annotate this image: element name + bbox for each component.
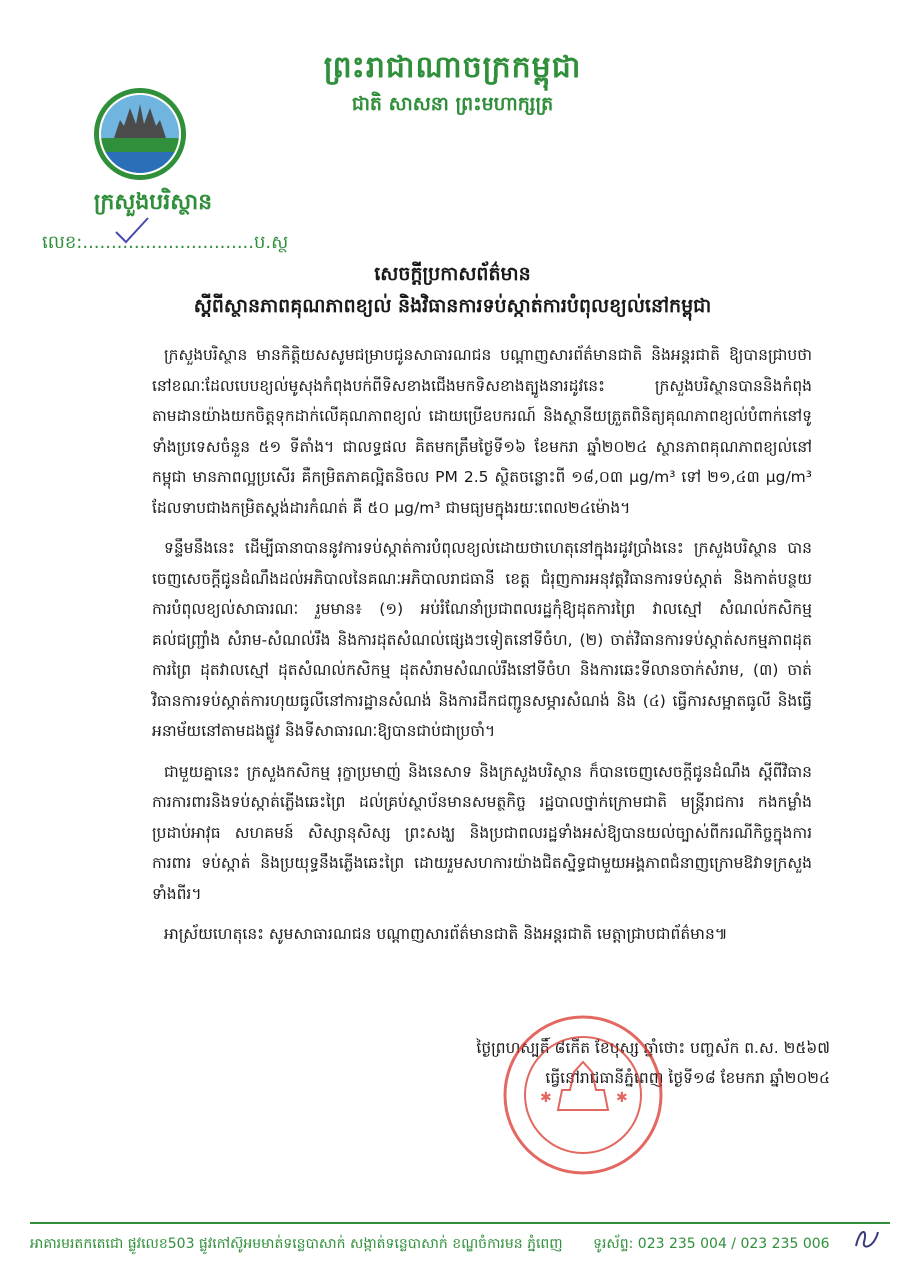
lunar-date: ថ្ងៃព្រហស្បតិ៍ ៨កើត ខែបុស្ស ឆ្នាំថោះ បញ្ចស័ក ព.ស. ២៥៦៧ — [476, 1039, 830, 1057]
footer-contact — [30, 1234, 890, 1255]
signature-mark — [850, 1222, 884, 1256]
reference-number: លេខ:..............................ប.ស្ថ — [42, 232, 289, 253]
solar-date: ធ្វើនៅរាជធានីភ្នំពេញ ថ្ងៃទី១៨ ខែមករា ឆ្នាំ២០២៤ — [545, 1069, 830, 1087]
checkmark-icon — [112, 214, 152, 246]
kingdom-heading: ព្រះរាជាណាចក្រកម្ពុជា — [323, 50, 582, 85]
official-seal-stamp — [500, 1012, 666, 1178]
ministry-logo — [92, 86, 188, 182]
footer-phone: ទូរស័ព្ទ: 023 235 004 / 023 235 006 — [593, 1236, 830, 1252]
footer-address: អាគារមរតកតេជោ ផ្លូវលេខ503 ផ្លូវកៅស៊ូអមមាត់ទន្លេបាសាក់ សង្កាត់ទន្លេបាសាក់ ខណ្ឌចំការមន ភ្នំពេញ — [30, 1236, 563, 1252]
document-body — [152, 340, 812, 960]
paragraph-closing: អាស្រ័យហេតុនេះ សូមសាធារណជន បណ្តាញសារព័ត៌មានជាតិ និងអន្តរជាតិ មេត្តាជ្រាបជាព័ត៌មាន៕ — [164, 925, 728, 943]
paragraph-measures: ទន្ទឹមនឹងនេះ ដើម្បីធានាបាននូវការទប់ស្កាត់ការបំពុលខ្យល់ដោយថាហេតុនៅក្នុងរដូវប្រាំងនេះ ក្រសួងបរិស្ថាន បានចេញសេចក្តីជូនដំណឹងដល់អភិបាលនៃគណៈអភិបាលរាជធានី ខេត្ត ជំរុញការអនុវត្តវិធានការទប់ស្កាត់ និងកាត់បន្ថយការបំពុលខ្យល់សាធារណៈ រួមមាន៖ (១) អប់រំណែនាំប្រជាពលរដ្ឋកុំឱ្យដុតការព្រៃ វាលស្មៅ សំណល់កសិកម្ម គល់ជញ្ជ្រាំង សំរាម-សំណល់រឹង និងការដុតសំណល់ផ្សេងៗទៀតនៅទីចំហ, (២) ចាត់វិធានការទប់ស្កាត់សកម្មភាពដុតការព្រៃ ដុតវាលស្មៅ ដុតសំណល់កសិកម្ម ដុតសំរាមសំណល់រឹងនៅទីចំហ និងការឆេះទីលានចាក់សំរាម, (៣) ចាត់វិធានការទប់ស្កាត់ការហុយធូលីនៅការដ្ឋានសំណង់ និងការដឹកជញ្ជូនសម្ភារសំណង់ និង (៤) ធ្វើការសម្អាតធូលី និងធ្វើអនាម័យនៅតាមដងផ្លូវ និងទីសាធារណៈឱ្យបានជាប់ជាប្រចាំ។ — [152, 539, 812, 740]
ministry-name: ក្រសួងបរិស្ថាន — [93, 190, 213, 215]
document-title: សេចក្តីប្រកាសព័ត៌មាន — [374, 263, 531, 285]
paragraph-forest-fire: ជាមួយគ្នានេះ ក្រសួងកសិកម្ម រុក្ខាប្រមាញ់ និងនេសាទ និងក្រសួងបរិស្ថាន ក៏បានចេញសេចក្តីជូនដំណឹង ស្តីពីវិធានការការពារនិងទប់ស្កាត់ភ្លើងឆេះព្រៃ ដល់គ្រប់ស្ថាប័នមានសមត្ថកិច្ច រដ្ឋបាលថ្នាក់ក្រោមជាតិ មន្ត្រីរាជការ កងកម្លាំងប្រដាប់អាវុធ សហគមន៍ សិស្សានុសិស្ស ព្រះសង្ឃ និងប្រជាពលរដ្ឋទាំងអស់ឱ្យបានយល់ច្បាស់ពីករណីកិច្ចក្នុងការការពារ ទប់ស្កាត់ និងប្រយុទ្ធនឹងភ្លើងឆេះព្រៃ ដោយរួមសហការយ៉ាងជិតស្និទ្ធជាមួយអង្គភាពជំនាញក្រោមឱវាទក្រសួងទាំងពីរ។ — [152, 762, 812, 903]
national-motto: ជាតិ សាសនា ព្រះមហាក្សត្រ — [351, 93, 554, 115]
svg-text:✱: ✱ — [616, 1090, 628, 1106]
svg-text:✱: ✱ — [540, 1090, 552, 1106]
paragraph-air-quality: ក្រសួងបរិស្ថាន មានកិត្តិយសសូមជម្រាបជូនសាធារណជន បណ្តាញសារព័ត៌មានជាតិ និងអន្តរជាតិ ឱ្យបានជ្រាបថា នៅខណៈដែលបេបខ្យល់មូសុងកំពុងបក់ពីទិសខាងជើងមកទិសខាងត្បូងនារដូវនេះ ក្រសួងបរិស្ថានបាននិងកំពុងតាមដានយ៉ាងយកចិត្តទុកដាក់លើគុណភាពខ្យល់ ដោយប្រើឧបករណ៍ និងស្ថានីយត្រួតពិនិត្យគុណភាពខ្យល់បំពាក់នៅទូទាំងប្រទេសចំនួន ៥១ ទីតាំង។ ជាលទ្ធផល គិតមកត្រឹមថ្ងៃទី១៦ ខែមករា ឆ្នាំ២០២៤ ស្ថានភាពគុណភាពខ្យល់នៅកម្ពុជា មានភាពល្អប្រសើរ គឺកម្រិតភាគល្អិតនិចល PM 2.5 ស្ថិតចន្លោះពី ១៨,០៣ µg/m³ ទៅ ២១,៤៣ µg/m³ ដែលទាបជាងកម្រិតស្តង់ដារកំណត់ គឺ ៥០ µg/m³ ជាមធ្យមក្នុងរយៈពេល២៤ម៉ោង។ — [152, 346, 812, 517]
document-subtitle: ស្តីពីស្ថានភាពគុណភាពខ្យល់ និងវិធានការទប់ស្កាត់ការបំពុលខ្យល់នៅកម្ពុជា — [193, 295, 712, 317]
footer-divider — [30, 1222, 890, 1224]
